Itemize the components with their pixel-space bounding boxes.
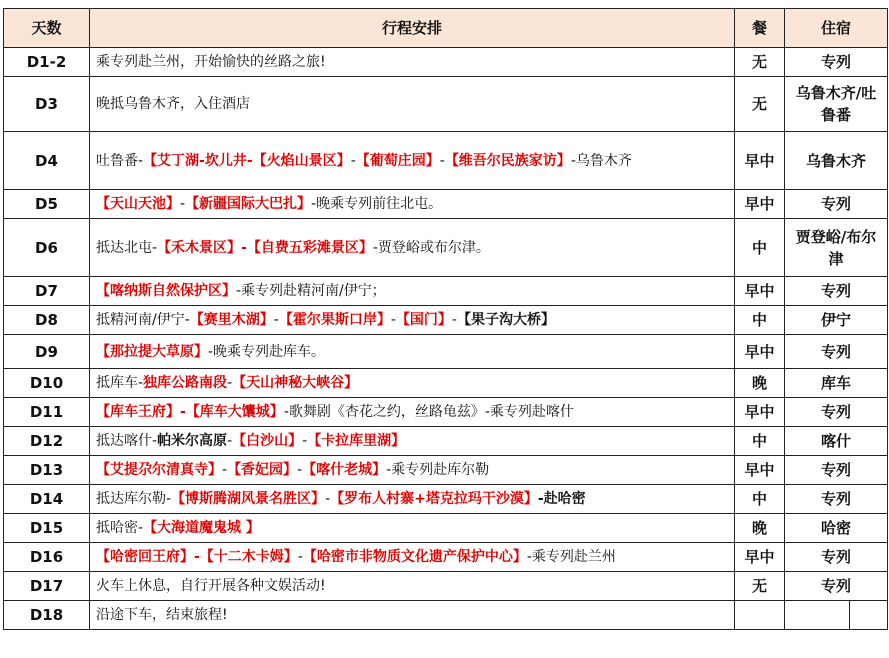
table-row: [4, 219, 888, 277]
plan-text: -乌鲁木齐: [570, 152, 632, 169]
day-cell: D4: [4, 132, 90, 190]
plan-cell: [90, 77, 735, 132]
stay-cell: 专列: [785, 456, 888, 485]
highlight-attraction: 【禾木景区】-【自费五彩滩景区】: [157, 239, 373, 256]
day-cell: D10: [4, 369, 90, 398]
stay-cell: 哈密: [785, 514, 888, 543]
highlight-attraction: 【国门】: [395, 312, 452, 328]
stay-cell: [785, 601, 888, 630]
plan-text: -: [222, 462, 228, 478]
table-row: [4, 514, 888, 543]
day-cell: D3: [4, 77, 90, 132]
day-cell: D7: [4, 277, 90, 306]
header-meal: 餐: [735, 9, 785, 48]
highlight-attraction: 【天山天池】: [96, 196, 180, 212]
meal-cell: 无: [735, 77, 785, 132]
plan-text: 抵达库尔勒-: [96, 491, 172, 507]
day-cell: D11: [4, 398, 90, 427]
plan-cell: [90, 48, 735, 77]
stay-cell: 专列: [785, 398, 888, 427]
table-row: [4, 335, 888, 369]
table-row: [4, 48, 888, 77]
meal-cell: 早中: [735, 335, 785, 369]
plan-cell: [90, 398, 735, 427]
table-row: [4, 190, 888, 219]
plan-text: 抵哈密-: [96, 520, 144, 536]
stay-cell: 乌鲁木齐/吐鲁番: [785, 77, 888, 132]
plan-text: -贾登峪或布尔津。: [372, 239, 490, 256]
stay-cell: 专列: [785, 485, 888, 514]
day-cell: D15: [4, 514, 90, 543]
plan-text: -: [302, 433, 308, 449]
day-cell: D12: [4, 427, 90, 456]
highlight-attraction: 【霍尔果斯口岸】: [278, 312, 391, 328]
table-row: [4, 543, 888, 572]
highlight-attraction: 【哈密市非物质文化遗产保护中心】: [302, 549, 527, 565]
header-plan: 行程安排: [90, 9, 735, 48]
stay-cell: 专列: [785, 277, 888, 306]
stay-cell: 专列: [785, 572, 888, 601]
plan-text: 晚抵乌鲁木齐，入住酒店: [96, 96, 250, 112]
plan-cell: [90, 572, 735, 601]
stay-cell: 专列: [785, 190, 888, 219]
plan-text: -: [390, 312, 396, 328]
highlight-attraction: 【香妃园】: [227, 462, 298, 478]
plan-text: 抵达喀什-: [96, 433, 158, 449]
plan-cell: [90, 601, 735, 630]
plan-text: 帕米尔高原: [157, 433, 228, 449]
plan-text: -乘专列赴兰州: [526, 549, 616, 565]
plan-text: -: [439, 152, 445, 169]
plan-text: -乘专列赴精河南/伊宁；: [236, 283, 386, 299]
table-row: [4, 456, 888, 485]
plan-text: 抵达北屯-: [96, 239, 158, 256]
highlight-attraction: 【博斯腾湖风景名胜区】: [171, 491, 326, 507]
plan-cell: [90, 485, 735, 514]
highlight-attraction: 【大海道魔鬼城 】: [143, 520, 260, 536]
header-day: 天数: [4, 9, 90, 48]
highlight-attraction: 【新疆国际大巴扎】: [185, 196, 312, 212]
plan-text: 【果子沟大桥】: [456, 312, 555, 328]
stay-cell: 乌鲁木齐: [785, 132, 888, 190]
meal-cell: 早中: [735, 277, 785, 306]
plan-text: -: [451, 312, 457, 328]
meal-cell: [735, 601, 785, 630]
plan-text: 吐鲁番-: [96, 152, 144, 169]
highlight-attraction: 【哈密回王府】-【十二木卡姆】: [96, 549, 298, 565]
plan-text: -晚乘专列赴库车。: [208, 343, 326, 360]
meal-cell: 中: [735, 427, 785, 456]
plan-text: -: [325, 491, 331, 507]
plan-cell: [90, 369, 735, 398]
highlight-attraction: 【艾提尕尔清真寺】: [96, 462, 222, 478]
highlight-attraction: 【那拉提大草原】: [96, 343, 208, 360]
plan-cell: [90, 277, 735, 306]
plan-cell: [90, 219, 735, 277]
cell-divider: [849, 601, 850, 630]
meal-cell: 中: [735, 219, 785, 277]
highlight-attraction: 【喀纳斯自然保护区】: [96, 283, 236, 299]
day-cell: D16: [4, 543, 90, 572]
stay-cell: 喀什: [785, 427, 888, 456]
meal-cell: 无: [735, 572, 785, 601]
stay-cell: 库车: [785, 369, 888, 398]
meal-cell: 中: [735, 306, 785, 335]
plan-cell: [90, 427, 735, 456]
plan-text: -赴哈密: [537, 491, 586, 507]
stay-cell: 专列: [785, 335, 888, 369]
plan-text: -: [227, 433, 233, 449]
day-cell: D6: [4, 219, 90, 277]
plan-cell: [90, 306, 735, 335]
highlight-attraction: 【天山神秘大峡谷】: [232, 375, 359, 391]
header-stay: 住宿: [785, 9, 888, 48]
plan-text: 火车上休息，自行开展各种文娱活动!: [96, 578, 326, 594]
plan-text: -: [350, 152, 356, 169]
itinerary-table: [3, 8, 888, 630]
day-cell: D5: [4, 190, 90, 219]
plan-cell: [90, 335, 735, 369]
itinerary-body: [4, 48, 888, 630]
meal-cell: 早中: [735, 190, 785, 219]
meal-cell: 早中: [735, 543, 785, 572]
plan-text: -: [297, 549, 303, 565]
meal-cell: 晚: [735, 514, 785, 543]
highlight-attraction: 【罗布人村寨+塔克拉玛干沙漠】: [330, 491, 538, 507]
table-row: [4, 427, 888, 456]
highlight-attraction: 【白沙山】: [232, 433, 303, 449]
table-row: [4, 77, 888, 132]
day-cell: D13: [4, 456, 90, 485]
header-row: [4, 9, 888, 48]
highlight-attraction: 【库车王府】-【库车大馕城】: [96, 404, 284, 420]
highlight-attraction: 【卡拉库里湖】: [307, 433, 406, 449]
day-cell: D14: [4, 485, 90, 514]
plan-text: -歌舞剧《杏花之约，丝路龟兹》-乘专列赴喀什: [283, 404, 574, 420]
plan-text: 抵库车-: [96, 375, 144, 391]
highlight-attraction: 【葡萄庄园】: [355, 152, 440, 169]
table-row: [4, 572, 888, 601]
table-row: [4, 306, 888, 335]
table-row: [4, 485, 888, 514]
day-cell: D8: [4, 306, 90, 335]
highlight-attraction: 【喀什老城】: [302, 462, 387, 478]
meal-cell: 早中: [735, 398, 785, 427]
day-cell: D18: [4, 601, 90, 630]
highlight-attraction: 【艾丁湖-坎儿井-【火焰山景区】: [143, 152, 351, 169]
plan-text: -乘专列赴库尔勒: [386, 462, 490, 478]
plan-cell: [90, 543, 735, 572]
day-cell: D17: [4, 572, 90, 601]
plan-text: -: [273, 312, 279, 328]
meal-cell: 早中: [735, 132, 785, 190]
stay-cell: 贾登峪/布尔津: [785, 219, 888, 277]
table-row: [4, 132, 888, 190]
plan-text: -晚乘专列前往北屯。: [311, 196, 443, 212]
plan-cell: [90, 190, 735, 219]
table-row: [4, 369, 888, 398]
meal-cell: 早中: [735, 456, 785, 485]
plan-text: 乘专列赴兰州，开始愉快的丝路之旅!: [96, 54, 326, 70]
stay-cell: 专列: [785, 543, 888, 572]
plan-text: -: [227, 375, 233, 391]
day-cell: D9: [4, 335, 90, 369]
meal-cell: 无: [735, 48, 785, 77]
plan-text: 抵精河南/伊宁-: [96, 312, 190, 328]
meal-cell: 中: [735, 485, 785, 514]
stay-cell: 伊宁: [785, 306, 888, 335]
day-cell: D1-2: [4, 48, 90, 77]
plan-text: -: [180, 196, 186, 212]
meal-cell: 晚: [735, 369, 785, 398]
plan-text: -: [297, 462, 303, 478]
plan-cell: [90, 514, 735, 543]
table-row: [4, 277, 888, 306]
stay-cell: 专列: [785, 48, 888, 77]
highlight-attraction: 独库公路南段: [143, 375, 228, 391]
table-row: [4, 601, 888, 630]
plan-text: 沿途下车，结束旅程!: [96, 607, 228, 623]
plan-cell: [90, 132, 735, 190]
plan-cell: [90, 456, 735, 485]
highlight-attraction: 【维吾尔民族家访】: [444, 152, 571, 169]
table-row: [4, 398, 888, 427]
highlight-attraction: 【赛里木湖】: [189, 312, 274, 328]
